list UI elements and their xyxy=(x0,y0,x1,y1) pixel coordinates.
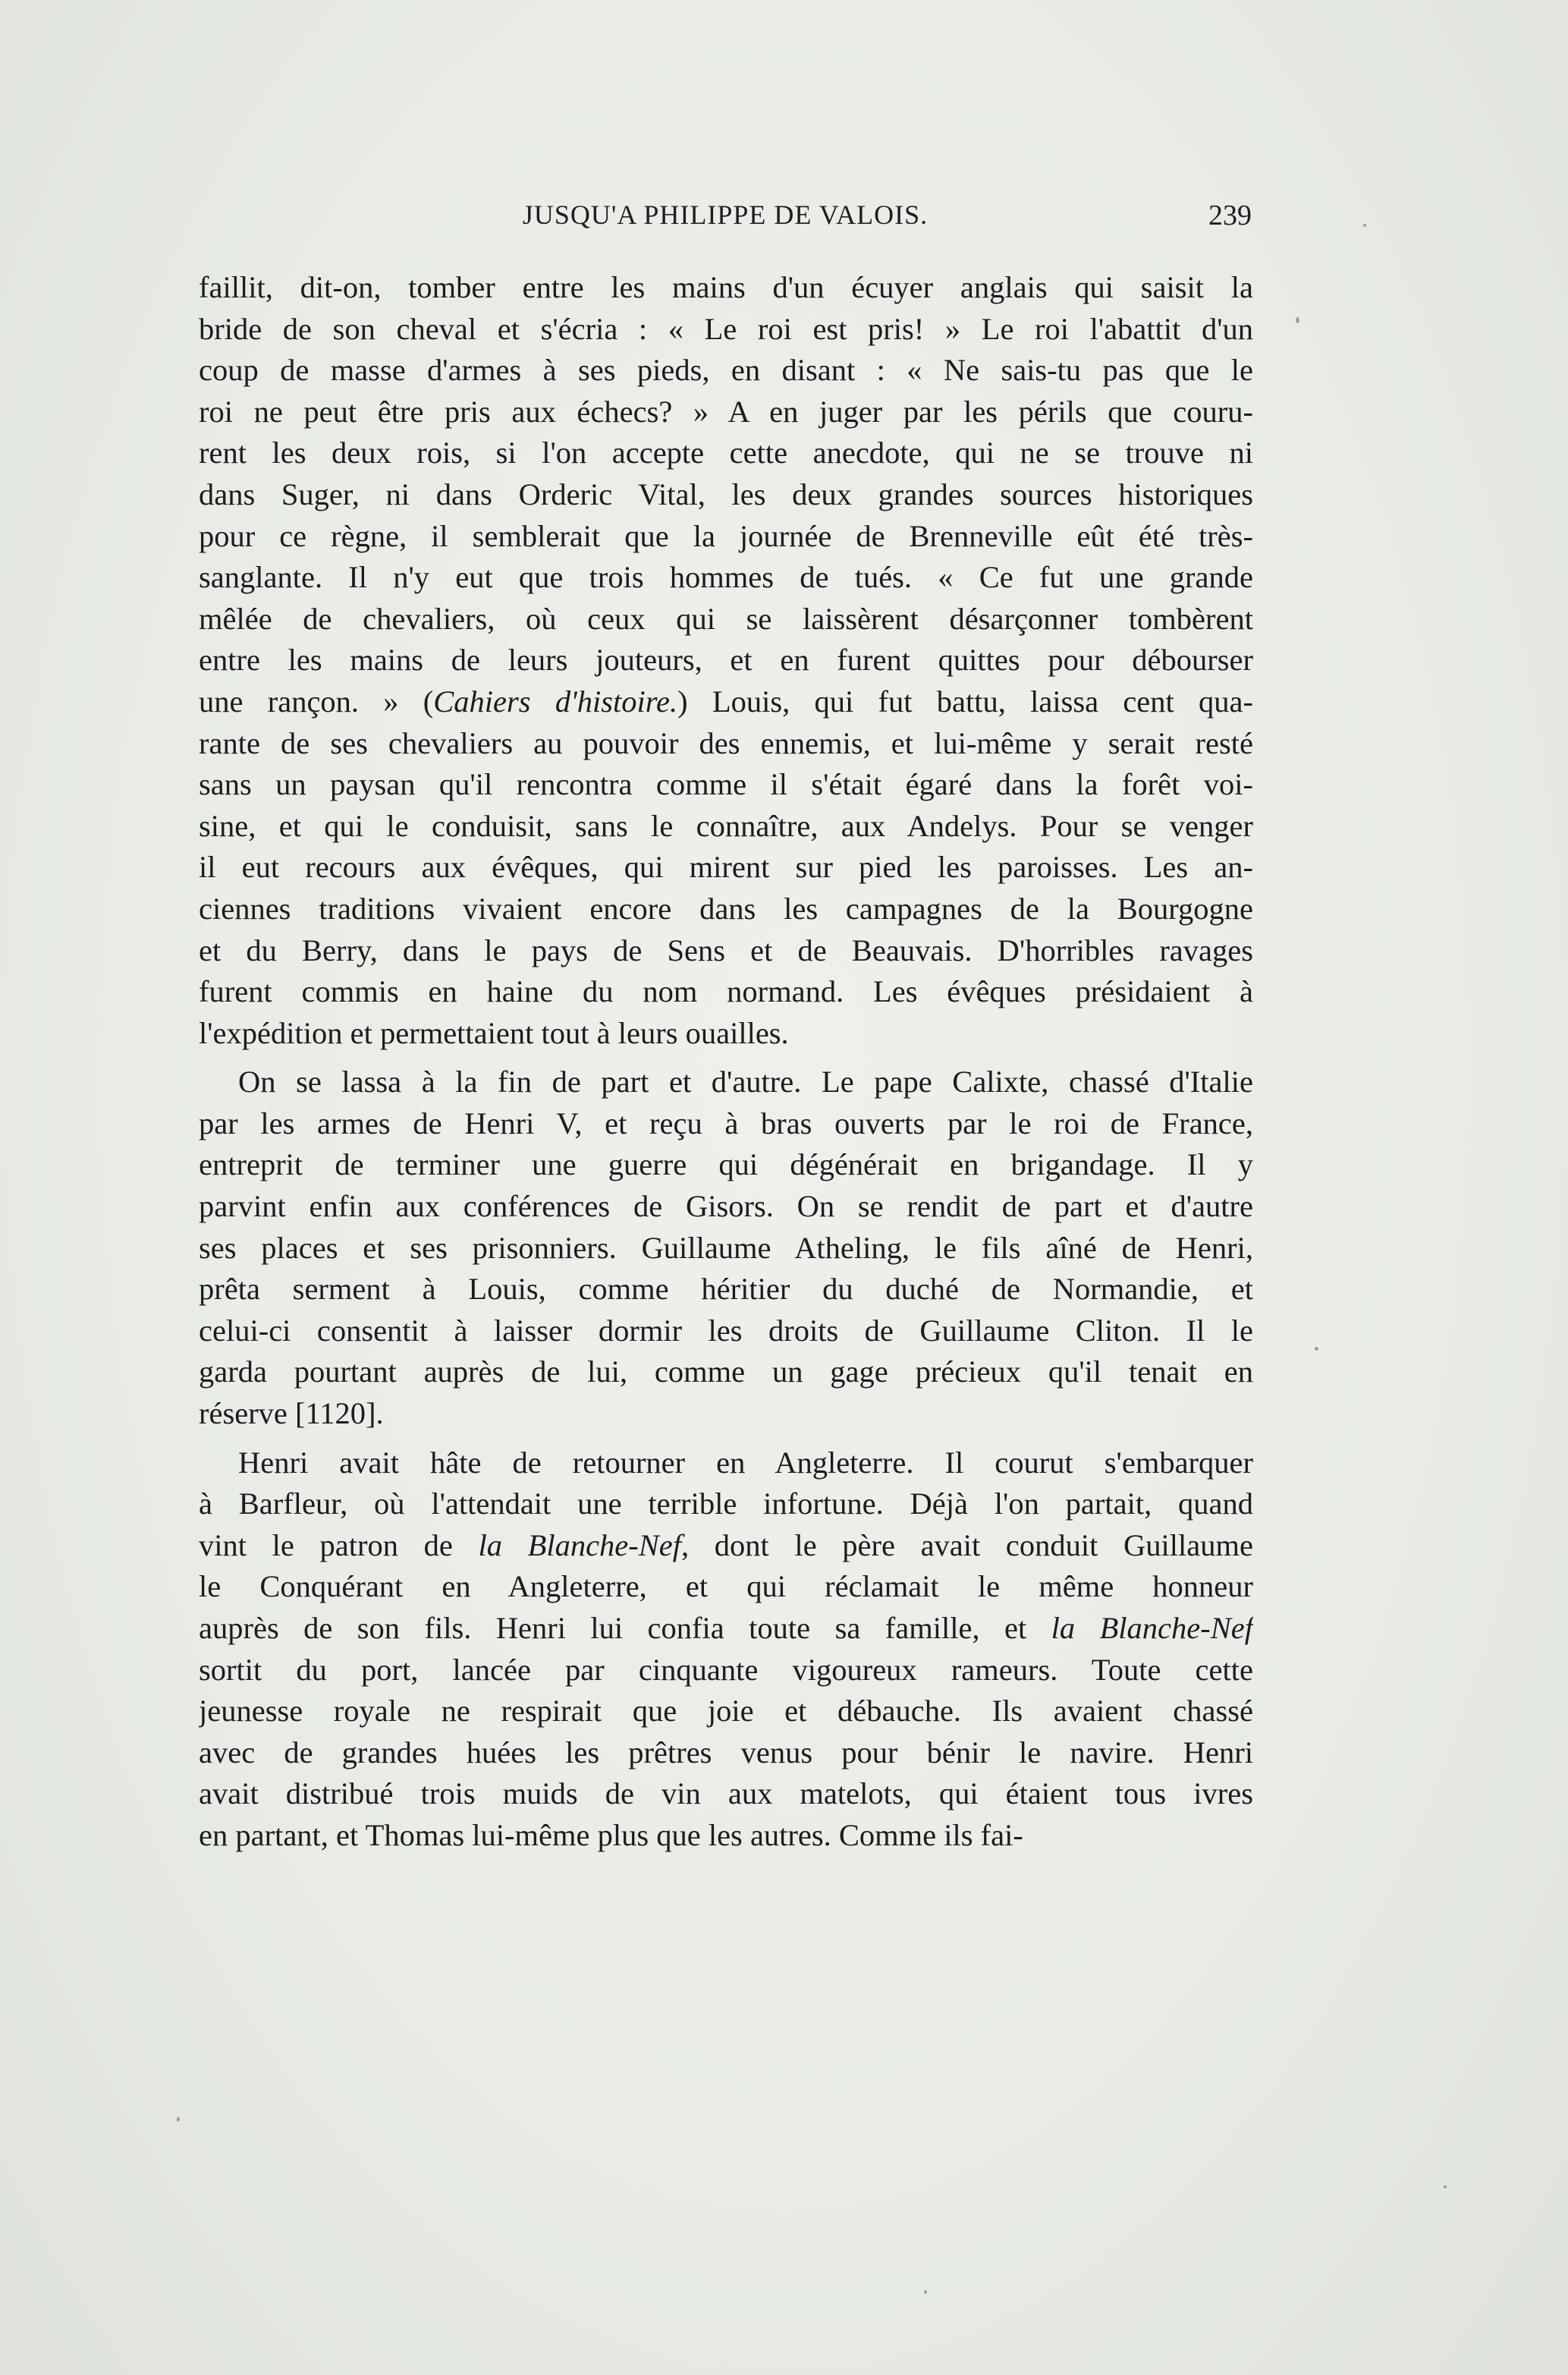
text-line: avait distribué trois muids de vin aux matelots, qui étaient tous ivres xyxy=(199,1776,1253,1811)
text-line: avec de grandes huées les prêtres venus pour bénir le navire. Henri xyxy=(199,1735,1253,1769)
text-line: Henri avait hâte de retourner en Angleterre. Il courut s'embarquer xyxy=(238,1445,1253,1480)
text-line: à Barfleur, où l'attendait une terrible infortune. Déjà l'on partait, quand xyxy=(199,1486,1253,1521)
text-line: parvint enfin aux conférences de Gisors. On se rendit de part et d'autre xyxy=(199,1189,1253,1224)
text-line: furent commis en haine du nom normand. Les évêques présidaient à xyxy=(199,974,1253,1009)
text-line: bride de son cheval et s'écria : « Le roi est pris! » Le roi l'abattit d'un xyxy=(199,311,1253,346)
text-line: entre les mains de leurs jouteurs, et en furent quittes pour débourser xyxy=(199,643,1253,678)
text-line: en partant, et Thomas lui-même plus que les autres. Comme ils fai- xyxy=(199,1817,1023,1852)
text-line: jeunesse royale ne respirait que joie et débauche. Ils avaient chassé xyxy=(199,1694,1253,1729)
paragraph xyxy=(199,1062,1253,1434)
text-line: sanglante. Il n'y eut que trois hommes de tués. « Ce fut une grande xyxy=(199,560,1253,595)
text-line: une rançon. » (Cahiers d'histoire.) Louis, qui fut battu, laissa cent qua- xyxy=(199,684,1253,719)
text-line: vint le patron de la Blanche-Nef, dont le père avait conduit Guillaume xyxy=(199,1527,1253,1562)
text-line: rent les deux rois, si l'on accepte cette anecdote, qui ne se trouve ni xyxy=(199,436,1253,470)
page-number: 239 xyxy=(1208,200,1252,231)
text-line: le Conquérant en Angleterre, et qui réclamait le même honneur xyxy=(199,1569,1253,1604)
page-header xyxy=(199,199,1252,237)
text-line: par les armes de Henri V, et reçu à bras ouverts par le roi de France, xyxy=(199,1106,1253,1140)
paper-speck xyxy=(1296,317,1299,323)
text-line: ciennes traditions vivaient encore dans les campagnes de la Bourgogne xyxy=(199,891,1253,926)
text-line: coup de masse d'armes à ses pieds, en disant : « Ne sais-tu pas que le xyxy=(199,353,1253,388)
paper-speck xyxy=(924,2290,927,2294)
text-line: et du Berry, dans le pays de Sens et de Beauvais. D'horribles ravages xyxy=(199,933,1253,967)
text-line: faillit, dit-on, tomber entre les mains d'un écuyer anglais qui saisit la xyxy=(199,270,1253,304)
paragraph xyxy=(199,1442,1253,1857)
text-line: sortit du port, lancée par cinquante vigoureux rameurs. Toute cette xyxy=(199,1652,1253,1687)
paper-speck xyxy=(1315,1347,1318,1351)
text-line: dans Suger, ni dans Orderic Vital, les deux grandes sources historiques xyxy=(199,477,1253,511)
text-line: ses places et ses prisonniers. Guillaume Atheling, le fils aîné de Henri, xyxy=(199,1230,1253,1265)
paper-speck xyxy=(177,2117,180,2122)
text-line: On se lassa à la fin de part et d'autre. Le pape Calixte, chassé d'Italie xyxy=(238,1065,1253,1099)
text-line: réserve [1120]. xyxy=(199,1396,384,1431)
paper-speck xyxy=(1444,2185,1447,2188)
text-line: mêlée de chevaliers, où ceux qui se laissèrent désarçonner tombèrent xyxy=(199,601,1253,636)
text-line: il eut recours aux évêques, qui mirent sur pied les paroisses. Les an- xyxy=(199,850,1253,885)
text-line: sans un paysan qu'il rencontra comme il s'était égaré dans la forêt voi- xyxy=(199,767,1253,802)
text-line: roi ne peut être pris aux échecs? » A en juger par les périls que couru- xyxy=(199,394,1253,429)
body-text xyxy=(199,267,1253,1857)
text-line: pour ce règne, il semblerait que la journée de Brenneville eût été très- xyxy=(199,518,1253,553)
running-title: JUSQU'A PHILIPPE DE VALOIS. xyxy=(522,200,929,230)
paper-speck xyxy=(1363,224,1366,227)
text-line: entreprit de terminer une guerre qui dégénérait en brigandage. Il y xyxy=(199,1147,1253,1182)
text-line: celui-ci consentit à laisser dormir les droits de Guillaume Cliton. Il le xyxy=(199,1313,1253,1348)
text-line: sine, et qui le conduisit, sans le connaître, aux Andelys. Pour se venger xyxy=(199,808,1253,843)
text-line: l'expédition et permettaient tout à leurs ouailles. xyxy=(199,1015,789,1050)
paragraph xyxy=(199,267,1253,1054)
text-line: prêta serment à Louis, comme héritier du duché de Normandie, et xyxy=(199,1272,1253,1307)
text-line: rante de ses chevaliers au pouvoir des ennemis, et lui-même y serait resté xyxy=(199,725,1253,760)
text-line: garda pourtant auprès de lui, comme un gage précieux qu'il tenait en xyxy=(199,1354,1253,1389)
text-line: auprès de son fils. Henri lui confia toute sa famille, et la Blanche-Nef xyxy=(199,1611,1253,1645)
